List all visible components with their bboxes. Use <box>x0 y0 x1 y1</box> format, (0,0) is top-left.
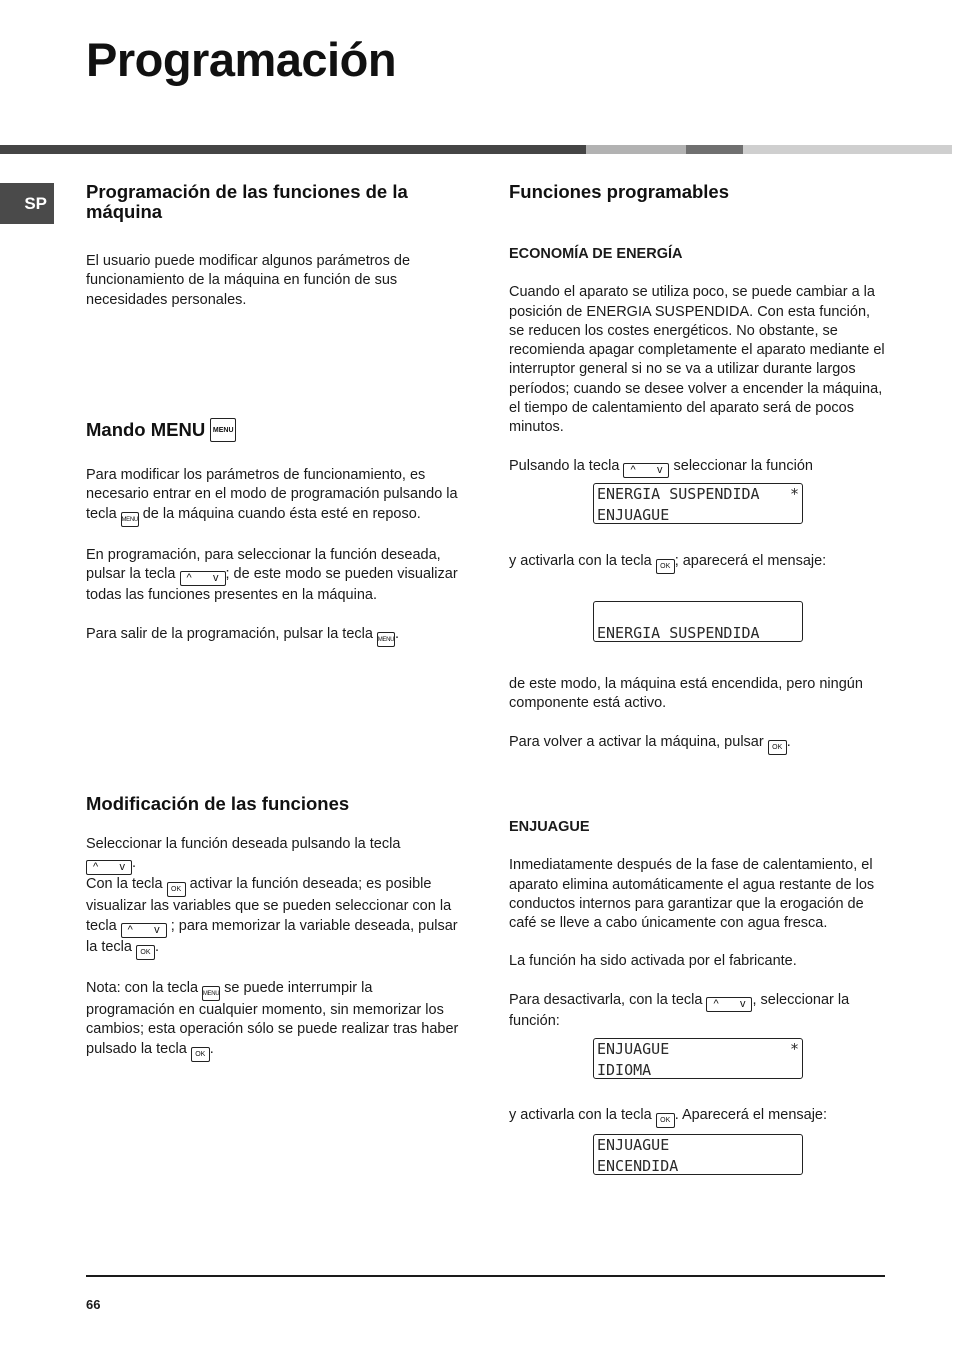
ok-key-icon: OK <box>656 1113 675 1128</box>
lcd-line: ENJUAGUE <box>597 1136 670 1154</box>
up-arrow-icon: ^ <box>127 923 133 936</box>
modify-paragraph-1 <box>86 835 464 960</box>
language-tab: SP <box>0 183 54 224</box>
menu-p1-text-b: de la máquina cuando ésta esté en reposo. <box>142 505 421 522</box>
ok-key-icon: OK <box>768 740 787 755</box>
menu-paragraph-2 <box>86 546 464 606</box>
energy-heading: ECONOMÍA DE ENERGÍA <box>509 246 683 262</box>
menu-p2-text-a: En programación, para seleccionar la función deseada, pulsar la tecla <box>86 547 441 583</box>
energy-p5-text-a: Para volver a activar la máquina, pulsar <box>509 733 764 750</box>
energy-paragraph-4: de este modo, la máquina está encendida, pero ningún componente está activo. <box>509 676 863 712</box>
lcd-row <box>597 602 799 623</box>
menu-p1-text-a: Para modificar los parámetros de funcionamiento, es necesario entrar en el modo de programación pulsando la tecla <box>86 467 458 522</box>
rinse-paragraph-1: Inmediatamente después de la fase de calentamiento, el aparato elimina automáticamente el agua restante de los conductos internos para garantizar que la erogación de café se lleve a cabo únicamente con agua fresca. <box>509 857 875 932</box>
section-text-programming: El usuario puede modificar algunos parámetros de funcionamiento de la máquina en función de sus necesidades personales. <box>86 253 411 308</box>
energy-result <box>509 675 889 755</box>
ok-key-icon: OK <box>136 945 155 960</box>
rinse-paragraph-3 <box>509 991 889 1031</box>
up-arrow-icon: ^ <box>713 997 719 1010</box>
down-arrow-icon: v <box>739 997 746 1010</box>
page-number: 66 <box>86 1297 101 1312</box>
modify-p1-text-e: ; para memorizar la variable deseada, pulsar la tecla <box>86 917 458 955</box>
menu-key-icon: MENU <box>202 986 220 1001</box>
lcd-line: ENERGIA SUSPENDIDA <box>597 624 760 642</box>
lcd-line: ENJUAGUE <box>597 1040 670 1058</box>
modify-p1-text-c: Con la tecla <box>86 876 163 893</box>
rinse-paragraph-4 <box>509 1106 889 1128</box>
energy-paragraph-3 <box>509 552 889 574</box>
energy-p5-text-b: . <box>786 733 791 750</box>
up-arrow-icon: ^ <box>630 463 636 476</box>
down-arrow-icon: v <box>213 572 219 585</box>
modify-p2-text-a: Nota: con la tecla <box>86 979 199 996</box>
energy-paragraph-1: Cuando el aparato se utiliza poco, se puede cambiar a la posición de ENERGIA SUSPENDIDA. Con esta función, se reducen los costes energéticos. No obstante, se recomienda apagar completamente el aparato mediante el interruptor general si no se va a utilizar durante largos períodos; cuando se desee volver a encender la máquina, el tiempo de calentamiento del aparato será de pocos minutos. <box>509 284 885 436</box>
section-heading-menu <box>86 418 464 442</box>
arrow-keys-icon <box>121 923 167 938</box>
energy-p2-text-a: Pulsando la tecla <box>509 457 620 474</box>
lcd-display-rinse-message <box>593 1134 803 1175</box>
up-arrow-icon: ^ <box>93 861 99 874</box>
page-title: Programación <box>86 33 397 86</box>
modify-p1-text-d: activar la función deseada; es posible visualizar las variables que se pueden seleccionar con la tecla <box>86 876 452 934</box>
header-band-pale <box>743 145 952 154</box>
lcd-line: ENJUAGUE <box>597 506 670 524</box>
right-column-top <box>509 182 889 478</box>
lcd-selection-mark: * <box>789 1040 799 1058</box>
lcd-row <box>597 1135 799 1156</box>
menu-section <box>86 418 464 647</box>
rinse-activate <box>509 1106 889 1128</box>
left-column <box>86 182 464 310</box>
rinse-p4-text-a: y activarla con la tecla <box>509 1107 652 1123</box>
rinse-heading: ENJUAGUE <box>509 819 590 835</box>
energy-p3-text-b: ; aparecerá el mensaje: <box>674 553 827 569</box>
menu-p3-text-a: Para salir de la programación, pulsar la tecla <box>86 625 373 642</box>
lcd-line: ENERGIA SUSPENDIDA <box>597 485 760 503</box>
ok-key-icon: OK <box>167 882 186 897</box>
footer-divider <box>86 1275 885 1277</box>
rinse-p3-text-b: , seleccionar la función: <box>509 991 850 1029</box>
lcd-display-energy-menu <box>593 483 803 524</box>
down-arrow-icon: v <box>656 463 663 476</box>
menu-heading-label: Mando MENU <box>86 419 206 440</box>
lcd-row <box>597 1156 799 1177</box>
rinse-paragraph-2: La función ha sido activada por el fabricante. <box>509 953 797 970</box>
lcd-row <box>597 623 799 644</box>
energy-activate <box>509 552 889 574</box>
arrow-keys-icon <box>86 860 132 875</box>
lcd-row <box>597 1060 799 1081</box>
arrow-keys-icon <box>180 571 226 586</box>
menu-p2-text-b: ; de este modo se pueden visualizar todas las funciones presentes en la máquina. <box>86 566 458 604</box>
rinse-p3-text-a: Para desactivarla, con la tecla <box>509 991 703 1008</box>
energy-p3-text-a: y activarla con la tecla <box>509 553 652 569</box>
modify-p2-text-c: . <box>209 1040 214 1057</box>
arrow-keys-icon <box>623 463 669 478</box>
modify-p2-text-b: se puede interrumpir la programación en cualquier momento, sin memorizar los cambios; esta operación sólo se puede realizar tras haber pulsado la tecla <box>86 979 459 1057</box>
section-heading-programming: Programación de las funciones de la máquina <box>86 181 408 222</box>
energy-paragraph-2 <box>509 457 889 478</box>
menu-key-icon: MENU <box>121 512 139 527</box>
lcd-row <box>597 1039 799 1060</box>
lcd-line: ENCENDIDA <box>597 1157 679 1175</box>
modify-p1-text-f: . <box>154 938 160 955</box>
modify-p1-text-a: Seleccionar la función deseada pulsando la tecla <box>86 836 401 852</box>
lcd-selection-mark: * <box>789 485 799 503</box>
modify-section <box>86 794 464 1062</box>
lcd-row <box>597 484 799 505</box>
down-arrow-icon: v <box>119 861 125 874</box>
menu-p3-text-b: . <box>394 625 399 642</box>
down-arrow-icon: v <box>154 923 160 936</box>
up-arrow-icon: ^ <box>186 572 192 585</box>
modify-p1-text-b: . <box>132 855 137 872</box>
header-band-mid <box>686 145 743 154</box>
energy-p2-text-b: seleccionar la función <box>673 457 813 474</box>
menu-key-icon: MENU <box>377 632 395 647</box>
header-band-dark <box>0 145 586 154</box>
rinse-section <box>509 818 889 1031</box>
ok-key-icon: OK <box>191 1047 210 1062</box>
menu-key-icon: MENU <box>210 418 236 442</box>
rinse-p4-text-b: . Aparecerá el mensaje: <box>674 1107 828 1123</box>
lcd-line: IDIOMA <box>597 1061 652 1079</box>
energy-paragraph-5 <box>509 733 889 755</box>
menu-paragraph-1 <box>86 466 464 527</box>
arrow-keys-icon <box>706 997 752 1012</box>
section-heading-functions: Funciones programables <box>509 181 729 202</box>
menu-paragraph-3 <box>86 625 464 648</box>
ok-key-icon: OK <box>656 559 675 574</box>
header-band-light <box>586 145 686 154</box>
lcd-display-energy-message <box>593 601 803 642</box>
modify-paragraph-2 <box>86 979 464 1062</box>
section-heading-modify: Modificación de las funciones <box>86 793 350 814</box>
lcd-display-rinse-menu <box>593 1038 803 1079</box>
lcd-row <box>597 505 799 526</box>
